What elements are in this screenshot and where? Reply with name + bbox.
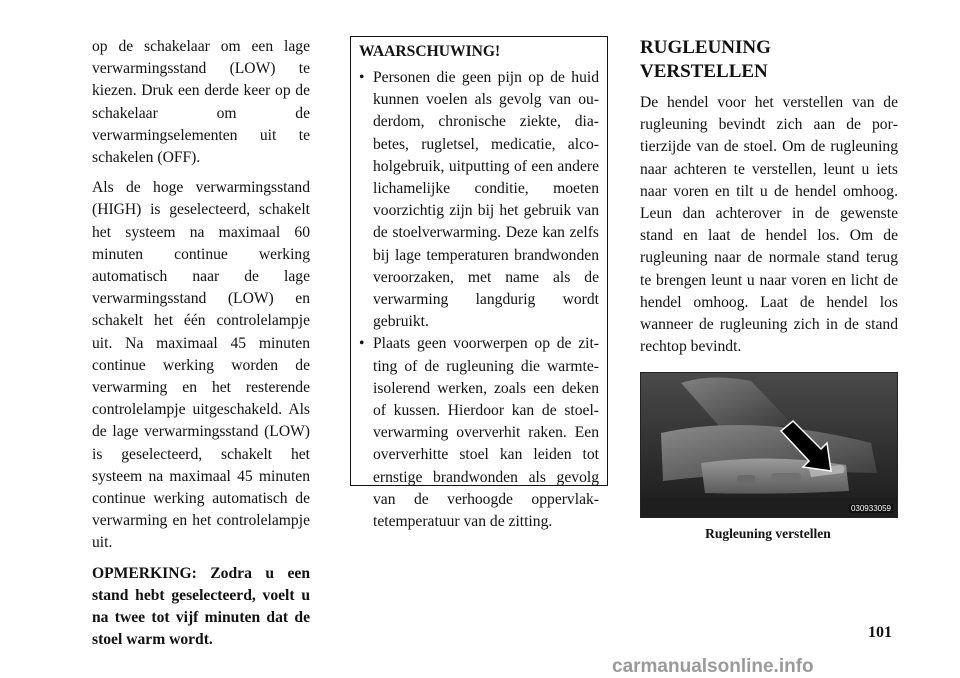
warning-item: [359, 67, 599, 333]
warning-title: WAARSCHUWING!: [359, 43, 501, 60]
text-column-right: [640, 36, 898, 542]
seat-recliner-figure: [640, 372, 898, 518]
section-body: De hendel voor het verstellen van de rugleuning bevindt zich aan de portierzijde van de stoel. Om de rugleuning naar achteren te verstellen, leunt u iets naar voren en tilt u de hendel omhoog. Leun dan achterover in de gewenste stand en laat de hendel los. Om de rugleuning naar de normale stand terug te brengen leunt u naar voren en licht de hendel omhoog. Laat de hendel los wanneer de rugleuning zich in de stand rechtop bevindt.: [640, 94, 898, 356]
figure-caption: Rugleuning verstellen: [705, 526, 831, 542]
bullet-icon: •: [359, 335, 365, 353]
section-heading: [640, 36, 898, 84]
text-column-left: [92, 36, 310, 659]
note-paragraph: OPMERKING: Zodra u een stand hebt geselecteerd, voelt u na twee tot vijf minuten dat de stoel warm wordt.: [92, 564, 310, 649]
bullet-icon: •: [359, 69, 365, 86]
text-column-middle: [350, 36, 608, 531]
page-number: 101: [868, 624, 892, 641]
warning-box: [350, 36, 608, 531]
section-heading-line1: RUGLEUNING: [640, 37, 771, 58]
warning-list: [359, 67, 599, 533]
warning-item: [359, 333, 599, 533]
paragraph-heater-low: op de schakelaar om een lage verwarmingsstand (LOW) te kiezen. Druk een derde keer op de schakelaar om de verwarmingselementen uit te schakelen (OFF).: [92, 38, 310, 167]
watermark: carmanualsonline.info: [612, 656, 814, 677]
seat-photo-icon: [641, 373, 897, 517]
warning-item-text: Personen die geen pijn op de huid kunnen voelen als gevolg van ouderdom, chronische ziekte, diabetes, rugletsel, medicatie, alcoholgebruik, uitputting of een andere lichamelijke conditie, moeten voorzichtig zijn bij het gebruik van de stoelverwarming. Deze kan zelfs bij lage temperaturen brandwonden veroorzaken, met name als de verwarming langdurig wordt gebruikt.: [373, 69, 599, 331]
paragraph-heater-timer: Als de hoge verwarmingsstand (HIGH) is geselecteerd, schakelt het systeem na maximaal 60 minuten continue werking automatisch naar de lage verwarmingsstand (LOW) en schakelt het één controlelampje uit. Na maximaal 45 minuten continue werking worden de verwarming en het resterende controlelampje uitgeschakeld. Als de lage verwarmingsstand (LOW) is geselecteerd, schakelt het systeem na maximaal 45 minuten continue werking automatisch de verwarming en het controlelampje uit.: [92, 179, 310, 552]
warning-item-text: Plaats geen voorwerpen op de zitting of de rugleuning die warmteisolerend werken, zoals een deken of kussen. Hierdoor kan de stoelverwarming oververhit raken. Een oververhitte stoel kan leiden tot ernstige brandwonden als gevolg van de verhoogde oppervlaktetemperatuur van de zitting.: [373, 335, 599, 531]
section-heading-line2: VERSTELLEN: [640, 61, 768, 82]
figure-code: 030933059: [850, 504, 891, 514]
